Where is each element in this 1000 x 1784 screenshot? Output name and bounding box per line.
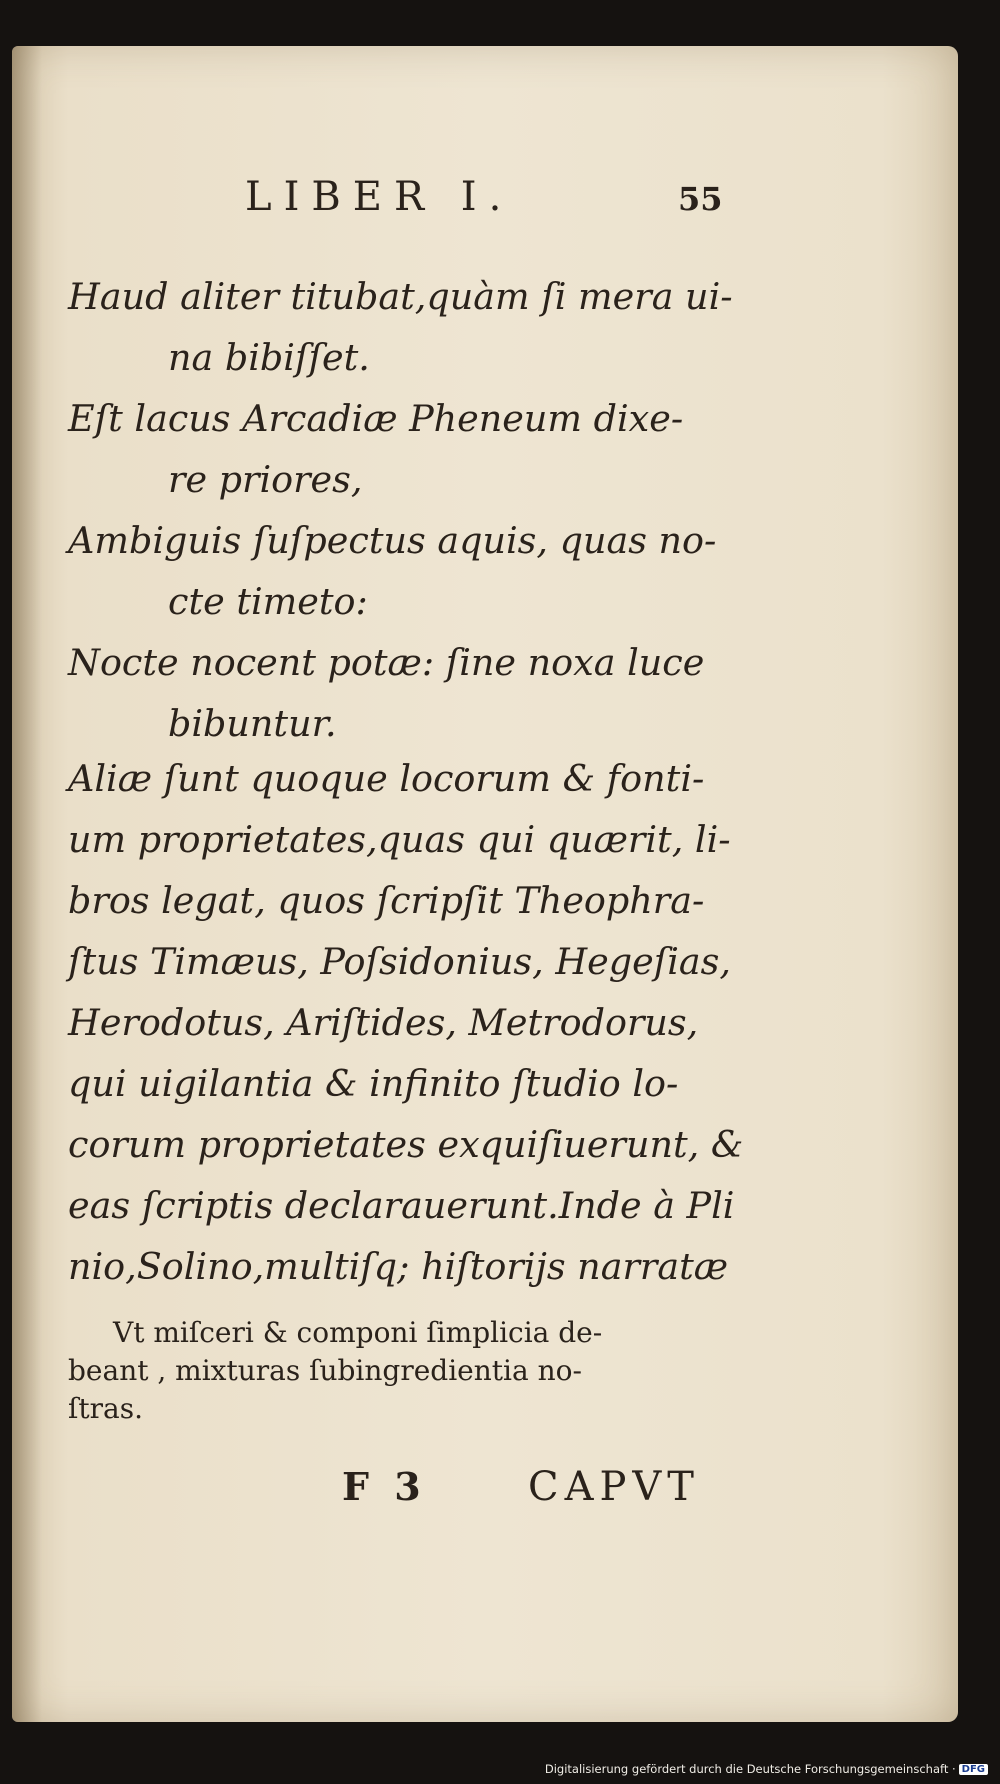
verse-line: Ambiguis ſuſpectus aquis, quas no- (68, 519, 717, 562)
prose-line: nio,Solino,multiſq; hiſtorijs narratæ (68, 1245, 729, 1288)
verse-line: Nocte nocent potæ: ſine noxa luce (68, 641, 705, 684)
marginal-note (68, 1314, 758, 1428)
verse-line: Eſt lacus Arcadiæ Pheneum dixe- (68, 397, 684, 440)
dfg-logo: DFG (959, 1764, 988, 1775)
page-number: 55 (678, 180, 723, 218)
prose-line: ſtus Timæus, Poſsidonius, Hegeſias, (68, 940, 732, 983)
credit-text: Digitalisierung gefördert durch die Deutsche Forschungsgemeinschaft · (544, 1762, 956, 1776)
book-page (12, 46, 958, 1722)
prose-line: Herodotus, Ariſtides, Metrodorus, (68, 1001, 699, 1044)
verse-line: re priores, (168, 458, 363, 501)
prose-line: bros legat, quos ſcripſit Theophra- (68, 879, 705, 922)
signature-mark: F 3 (342, 1464, 427, 1509)
note-line: beant , mixturas ſubingredientia no- (68, 1354, 582, 1387)
verse-line: Haud aliter titubat,quàm ſi mera ui- (68, 275, 733, 318)
prose-block (68, 748, 752, 1297)
prose-line: um proprietates,quas qui quærit, li- (68, 818, 731, 861)
verse-line: bibuntur. (168, 702, 337, 745)
verse-line: na bibiſſet. (168, 336, 370, 379)
running-head: LIBER I. (245, 174, 514, 220)
page-footer (12, 1464, 958, 1524)
catchword: CAPVT (528, 1464, 700, 1510)
note-line: ſtras. (68, 1392, 143, 1425)
prose-line: eas ſcriptis declarauerunt.Inde à Pli (68, 1184, 735, 1227)
prose-line: Aliæ ſunt quoque locorum & fonti- (68, 757, 705, 800)
note-line: Vt miſceri & componi ſimplicia de- (113, 1316, 603, 1349)
verse-line: cte timeto: (168, 580, 368, 623)
digitization-credit (545, 1762, 988, 1776)
page-header (12, 174, 958, 234)
verse-block (68, 266, 748, 754)
prose-line: qui uigilantia & infinito ſtudio lo- (68, 1062, 679, 1105)
prose-line: corum proprietates exquiſiuerunt, & (68, 1123, 744, 1166)
